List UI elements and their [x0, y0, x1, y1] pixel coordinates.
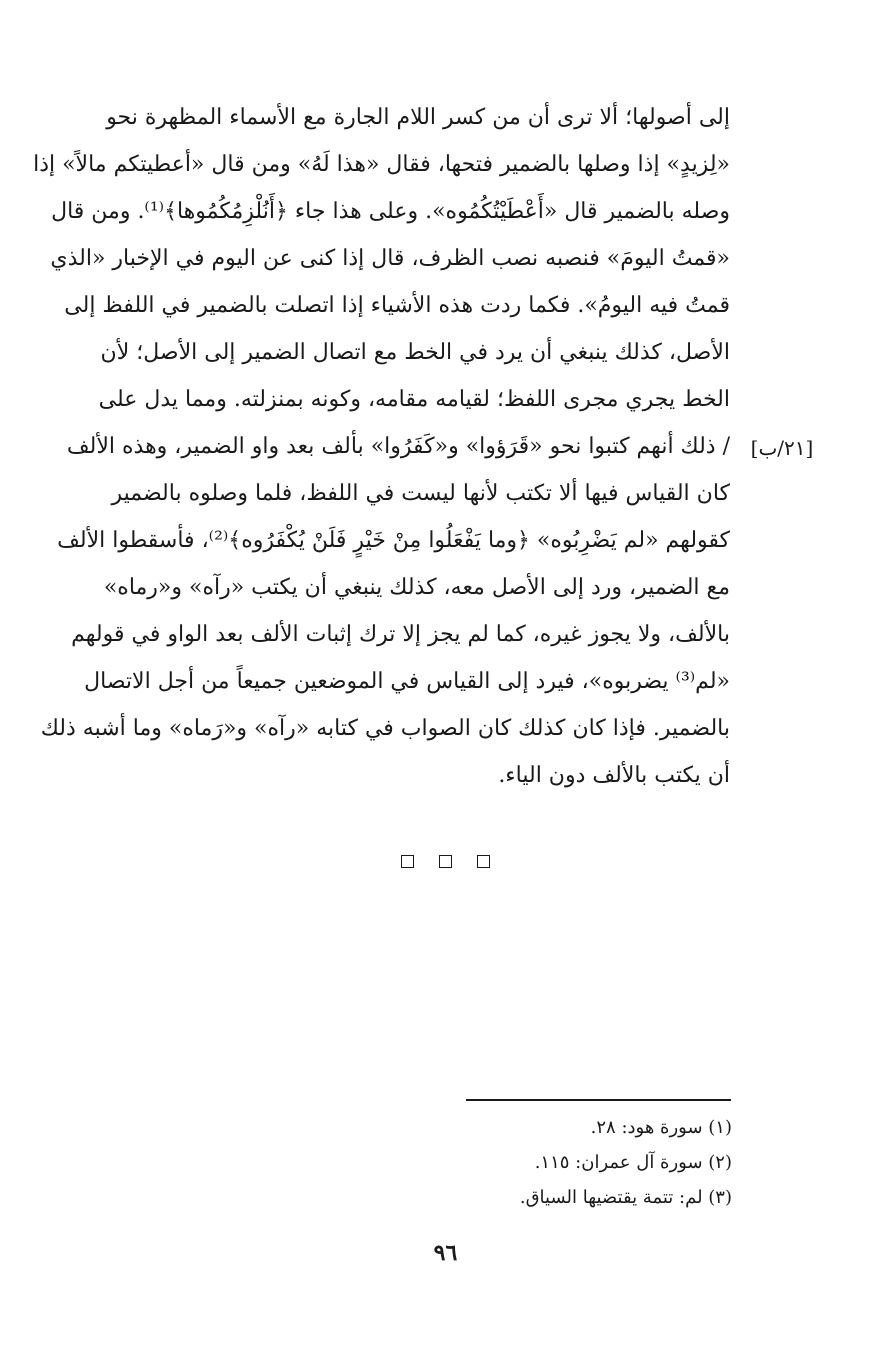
text-line: قمتُ فيه اليومُ». فكما ردت هذه الأشياء إذا اتصلت بالضمير في اللفظ إلى: [64, 293, 730, 318]
page-number: ٩٦: [433, 1240, 458, 1266]
section-separator: [0, 853, 891, 872]
text-line: «لم⁽³⁾ يضربوه»، فيرد إلى القياس في الموضعين جميعاً من أجل الاتصال: [84, 669, 730, 694]
footnote-divider: [466, 1099, 731, 1101]
manuscript-folio-reference: [٢١/ب]: [750, 436, 814, 460]
footnote: (٣) لم: تتمة يقتضيها السياق.: [519, 1187, 732, 1208]
main-text: [30, 94, 730, 799]
text-line: الأصل، كذلك ينبغي أن يرد في الخط مع اتصال الضمير إلى الأصل؛ لأن: [100, 340, 730, 365]
text-line: «لِزيدٍ» إذا وصلها بالضمير فتحها، فقال «هذا لَهُ» ومن قال «أعطيتكم مالاً» إذا: [33, 152, 730, 177]
text-line: أن يكتب بالألف دون الياء.: [498, 763, 730, 788]
footnotes: [300, 1110, 732, 1215]
text-line: بالألف، ولا يجوز غيره، كما لم يجز إلا ترك إثبات الألف بعد الواو في قولهم: [71, 622, 730, 647]
square-ornament-icon: [401, 855, 414, 868]
text-line: وصله بالضمير قال «أَعْطَيْتُكُمُوه». وعلى هذا جاء ﴿أَنُلْزِمُكُمُوها﴾⁽¹⁾. ومن قال: [51, 199, 730, 224]
text-line: / ذلك أنهم كتبوا نحو «قَرَؤوا» و«كَفَرُوا» بألف بعد واو الضمير، وهذه الألف: [66, 434, 730, 459]
text-line: كقولهم «لم يَضْرِبُوه» ﴿وما يَفْعَلُوا مِنْ خَيْرٍ فَلَنْ يُكْفَرُوه﴾⁽²⁾، فأسقطوا الألف: [57, 528, 730, 553]
text-line: بالضمير. فإذا كان كذلك كان الصواب في كتابه «رآه» و«رَماه» وما أشبه ذلك: [40, 716, 730, 741]
text-line: «قمتُ اليومَ» فنصبه نصب الظرف، قال إذا كنى عن اليوم في الإخبار «الذي: [50, 246, 730, 271]
text-line: مع الضمير، ورد إلى الأصل معه، كذلك ينبغي أن يكتب «رآه» و«رماه»: [103, 575, 730, 600]
square-ornament-icon: [439, 855, 452, 868]
footnote: (٢) سورة آل عمران: ١١٥.: [534, 1152, 732, 1173]
text-line: كان القياس فيها ألا تكتب لأنها ليست في اللفظ، فلما وصلوه بالضمير: [111, 481, 730, 506]
footnote: (١) سورة هود: ٢٨.: [590, 1117, 732, 1138]
text-line: الخط يجري مجرى اللفظ؛ لقيامه مقامه، وكونه بمنزلته. ومما يدل على: [98, 387, 730, 412]
square-ornament-icon: [477, 855, 490, 868]
text-line: إلى أصولها؛ ألا ترى أن من كسر اللام الجارة مع الأسماء المظهرة نحو: [106, 105, 730, 130]
